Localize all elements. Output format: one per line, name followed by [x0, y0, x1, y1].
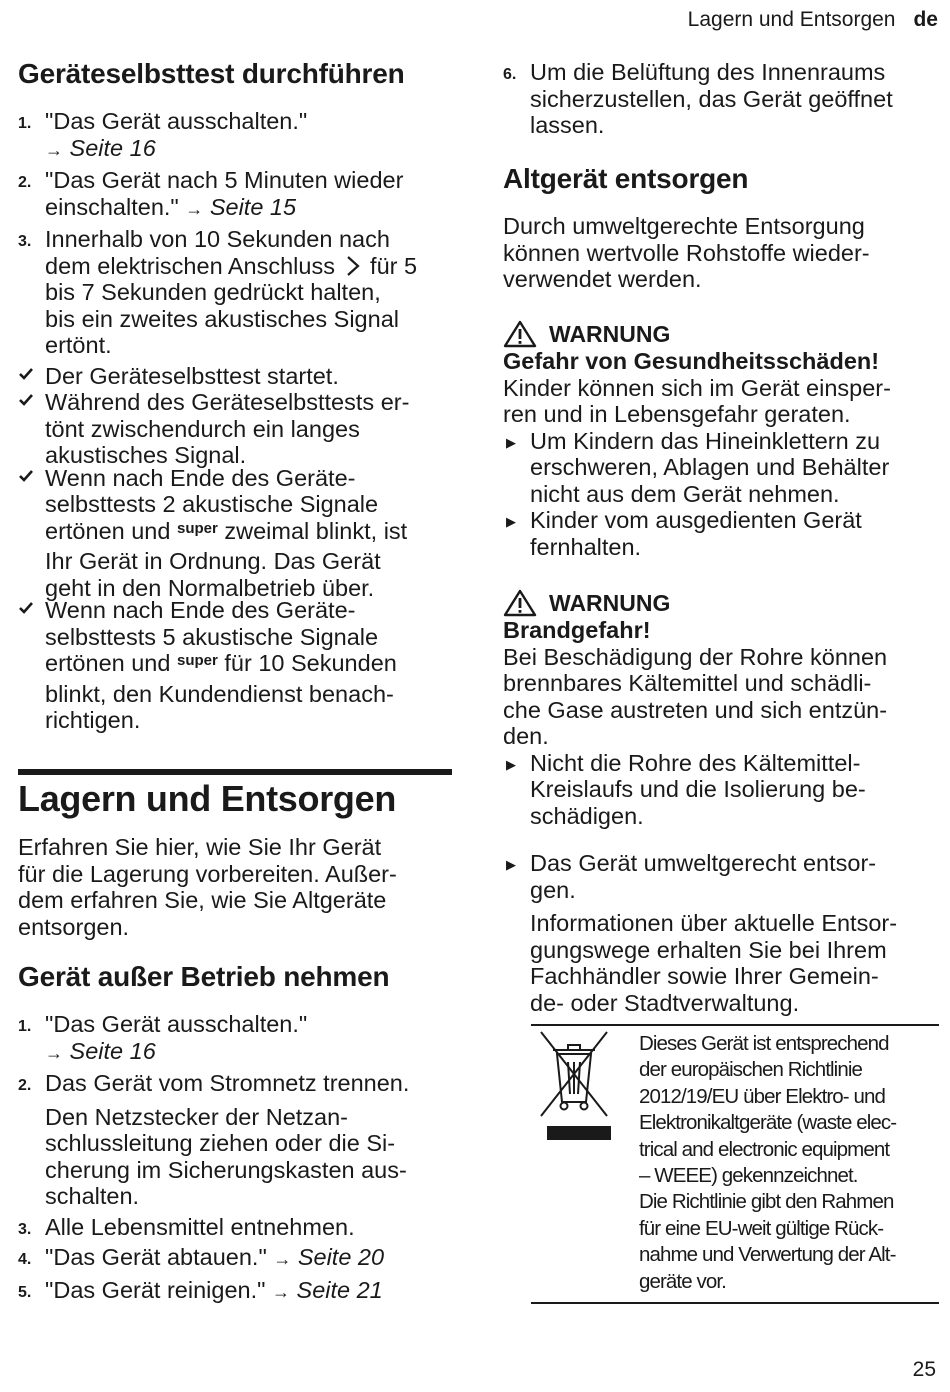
weee-line: der europäischen Richtlinie [639, 1058, 862, 1082]
action-text: Um Kindern das Hineinklettern zu [530, 427, 881, 454]
triangle-bullet-icon: ▶ [506, 514, 516, 529]
arrow-right-icon: → [45, 139, 63, 160]
weee-line: 2012/19/EU über Elektro- und [639, 1084, 886, 1108]
result-item [18, 597, 454, 734]
warning-title: Brandgefahr! [503, 617, 651, 643]
warning-triangle-icon [503, 589, 537, 617]
weee-notice [531, 1024, 939, 1304]
step-number: 5. [18, 1283, 32, 1301]
step-text: Das Gerät vom Stromnetz trennen. [45, 1070, 410, 1096]
weee-line: Dieses Gerät ist entsprechend [639, 1032, 889, 1055]
selftest-step-3 [18, 226, 454, 359]
running-header [688, 8, 938, 32]
warning-label: WARNUNG [549, 320, 671, 347]
info-text: de- oder Stadtverwaltung. [530, 989, 800, 1016]
outofservice-step-5 [18, 1277, 454, 1306]
step-number: 6. [503, 66, 517, 83]
page-number: 25 [912, 1358, 936, 1381]
checkmark-icon [18, 392, 34, 408]
step-text: Innerhalb von 10 Sekunden nach [45, 226, 390, 252]
intro-line: können wertvolle Rohstoffe wieder- [503, 239, 870, 266]
step-text: "Das Gerät ausschalten." [45, 108, 308, 134]
result-text: für 10 Sekunden [224, 650, 397, 676]
warning-text: che Gase austreten und sich entzün- [503, 696, 888, 723]
page-reference[interactable]: Seite 16 [69, 134, 156, 161]
detail-text: schalten. [45, 1183, 140, 1209]
step-number: 4. [18, 1251, 32, 1268]
step-number: 3. [18, 233, 32, 250]
step-number: 1. [18, 1018, 32, 1035]
detail-text: Den Netzstecker der Netzan- [45, 1103, 349, 1130]
step-text: ertönt. [45, 332, 112, 358]
outofservice-step-4 [18, 1244, 454, 1273]
arrow-right-icon: → [45, 1042, 63, 1063]
outofservice-step-6 [503, 59, 939, 139]
page-reference[interactable]: Seite 16 [69, 1037, 156, 1064]
outofservice-steps [18, 1011, 454, 1305]
page-reference[interactable]: Seite 20 [297, 1244, 385, 1270]
selftest-heading: Geräteselbsttest durchführen [18, 58, 405, 89]
action-item [503, 750, 939, 830]
detail-text: cherung im Sicherungskasten aus- [45, 1156, 407, 1183]
triangle-bullet-icon: ▶ [506, 434, 516, 450]
intro-line: Erfahren Sie hier, wie Sie Ihr Gerät [18, 834, 382, 860]
warning-text: Kinder können sich im Gerät einsper- [503, 374, 891, 401]
step-text: sicherzustellen, das Gerät geöffnet [530, 85, 893, 112]
disposal-info [503, 910, 939, 1016]
checkmark-icon [18, 366, 34, 382]
step-text: einschalten." [45, 193, 179, 220]
storage-intro [18, 834, 454, 940]
warning-text: ren und in Lebensgefahr geraten. [503, 401, 851, 427]
result-item [18, 363, 454, 390]
action-text: Nicht die Rohre des Kältemittel- [530, 749, 861, 776]
weee-text [639, 1031, 939, 1295]
step-number: 2. [18, 174, 32, 191]
chapter-title: Lagern und Entsorgen [18, 778, 397, 819]
intro-line: für die Lagerung vorbereiten. Außer- [18, 860, 397, 887]
intro-line: verwendet werden. [503, 266, 702, 292]
result-text: richtigen. [45, 707, 141, 733]
result-item [18, 389, 454, 469]
step-text: Alle Lebensmittel entnehmen. [45, 1213, 355, 1240]
outofservice-heading: Gerät außer Betrieb nehmen [18, 961, 390, 992]
step-text: "Das Gerät reinigen." [45, 1276, 266, 1303]
step-text: bis 7 Sekunden gedrückt halten, [45, 279, 381, 305]
disposal-heading: Altgerät entsorgen [503, 163, 749, 194]
warning-fire [503, 589, 939, 829]
info-text: Informationen über aktuelle Entsor- [530, 910, 898, 936]
result-text: Wenn nach Ende des Geräte- [45, 464, 356, 491]
outofservice-step-2 [18, 1070, 454, 1097]
action-text: Kreislaufs und die Isolierung be- [530, 776, 866, 802]
result-text: Der Geräteselbsttest startet. [45, 362, 339, 389]
action-item [503, 428, 939, 508]
intro-line: dem erfahren Sie, wie Sie Altgeräte [18, 887, 387, 913]
warning-label-row [503, 589, 939, 617]
weee-line: für eine EU-weit gültige Rück- [639, 1216, 884, 1240]
disposal-intro [503, 213, 939, 293]
result-item [18, 465, 454, 602]
intro-line: entsorgen. [18, 913, 130, 940]
step-text: bis ein zweites akustisches Signal [45, 305, 399, 332]
checkmark-icon [18, 600, 34, 616]
section-rule [18, 769, 452, 775]
triangle-bullet-icon: ▶ [506, 756, 516, 772]
weee-line: geräte vor. [639, 1269, 726, 1293]
step-text: "Das Gerät ausschalten." [45, 1011, 308, 1037]
checkmark-icon [18, 468, 34, 484]
step-detail [18, 1104, 454, 1210]
warning-triangle-icon [503, 320, 537, 348]
warning-text: brennbares Kältemittel und schädli- [503, 670, 872, 696]
action-text: Das Gerät umweltgerecht entsor- [530, 850, 877, 876]
weee-line: nahme und Verwertung der Alt- [639, 1243, 896, 1267]
super-symbol: super [176, 652, 218, 669]
info-text: gungswege erhalten Sie bei Ihrem [530, 936, 887, 963]
step-item [503, 59, 939, 139]
action-text: schädigen. [530, 802, 644, 829]
result-text: Während des Geräteselbsttests er- [45, 389, 410, 415]
detail-text: schlussleitung ziehen oder die Si- [45, 1130, 396, 1156]
result-text: akustisches Signal. [45, 442, 247, 468]
warning-title: Gefahr von Gesundheitsschäden! [503, 348, 880, 374]
step-text: "Das Gerät abtauen." [45, 1244, 267, 1270]
selftest-step-2 [18, 167, 454, 222]
language-code: de [913, 8, 938, 31]
warning-label-row [503, 320, 939, 348]
arrow-right-icon: → [271, 1281, 290, 1302]
result-text: blinkt, den Kundendienst benach- [45, 680, 394, 707]
crossed-out-bin-icon [537, 1030, 617, 1148]
action-text: nicht aus dem Gerät nehmen. [530, 480, 840, 507]
warning-text: den. [503, 723, 549, 749]
arrow-right-icon: → [185, 198, 204, 219]
result-text: Wenn nach Ende des Geräte- [45, 597, 356, 623]
step-number: 2. [18, 1077, 32, 1094]
weee-line: Elektronikaltgeräte (waste elec- [639, 1111, 897, 1135]
result-text: ertönen und [45, 650, 171, 676]
header-title: Lagern und Entsorgen [687, 8, 896, 31]
result-text: selbsttests 2 akustische Signale [45, 491, 379, 517]
step-number: 3. [18, 1220, 32, 1238]
action-item [503, 507, 939, 560]
action-item [503, 850, 939, 903]
result-text: geht in den Normalbetrieb über. [45, 574, 375, 601]
outofservice-step-1 [18, 1011, 454, 1066]
step-text: lassen. [530, 112, 605, 138]
info-text: Fachhändler sowie Ihrer Gemein- [530, 963, 879, 989]
weee-line: trical and electronic equipment [639, 1137, 890, 1161]
selftest-steps [18, 108, 454, 734]
warning-text: Bei Beschädigung der Rohre können [503, 643, 888, 670]
selftest-step-1 [18, 108, 454, 163]
result-text: tönt zwischendurch ein langes [45, 415, 360, 442]
result-text: Ihr Gerät in Ordnung. Das Gerät [45, 548, 381, 574]
result-text: ertönen und [45, 517, 171, 544]
step-text: für 5 [370, 252, 418, 279]
super-symbol: super [176, 519, 218, 537]
weee-line: – WEEE) gekennzeichnet. [639, 1164, 858, 1188]
warning-child-safety [503, 320, 939, 560]
warning-label: WARNUNG [549, 589, 671, 616]
result-text: selbsttests 5 akustische Signale [45, 623, 379, 650]
step-text: "Das Gerät nach 5 Minuten wieder [45, 167, 404, 193]
weee-line: Die Richtlinie gibt den Rahmen [639, 1190, 894, 1214]
result-text: zweimal blinkt, ist [224, 517, 408, 544]
page-reference[interactable]: Seite 15 [209, 193, 297, 220]
outofservice-step-3 [18, 1214, 454, 1241]
disposal-action [503, 850, 939, 1016]
step-number: 1. [18, 115, 32, 132]
step-text: Um die Belüftung des Innenraums [530, 59, 886, 85]
triangle-bullet-icon: ▶ [506, 857, 516, 872]
action-text: gen. [530, 876, 576, 903]
step-text: dem elektrischen Anschluss [45, 252, 335, 279]
action-text: Kinder vom ausgedienten Gerät [530, 507, 862, 533]
action-text: erschweren, Ablagen und Behälter [530, 454, 890, 480]
arrow-right-icon: → [273, 1249, 292, 1269]
chevron-right-icon [344, 255, 362, 277]
action-text: fernhalten. [530, 533, 642, 560]
intro-line: Durch umweltgerechte Entsorgung [503, 213, 865, 239]
page-reference[interactable]: Seite 21 [296, 1276, 383, 1303]
